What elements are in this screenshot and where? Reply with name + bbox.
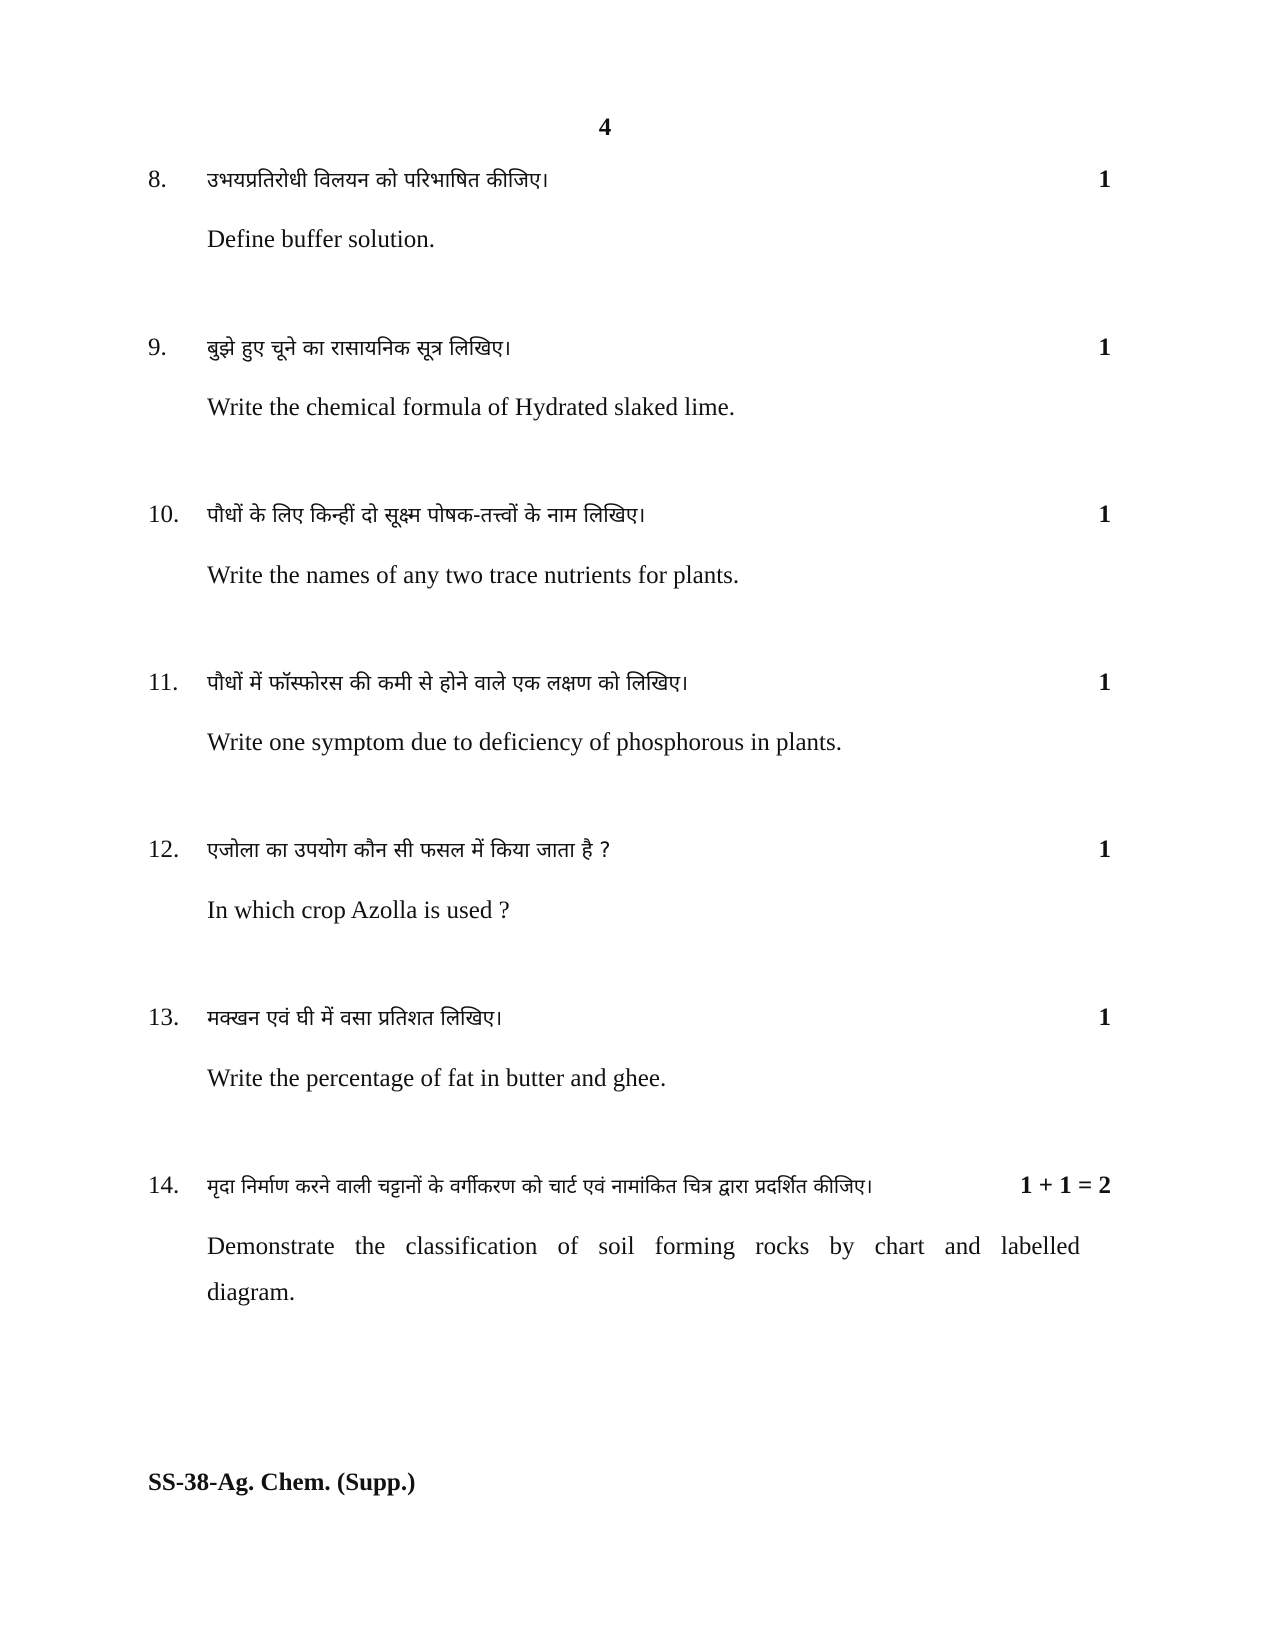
question-marks: 1 bbox=[1098, 669, 1111, 696]
question-number: 12. bbox=[148, 836, 180, 863]
question-text-english: Write the chemical formula of Hydrated slaked lime. bbox=[207, 394, 735, 421]
page-number: 4 bbox=[598, 114, 612, 141]
question-text-english: Write the percentage of fat in butter and ghee. bbox=[207, 1065, 667, 1092]
question-text-hindi: मक्खन एवं घी में वसा प्रतिशत लिखिए। bbox=[207, 1006, 503, 1030]
question-text-hindi: बुझे हुए चूने का रासायनिक सूत्र लिखिए। bbox=[207, 336, 511, 360]
question-13-hindi-line bbox=[0, 998, 1275, 1038]
question-marks: 1 bbox=[1098, 166, 1111, 193]
question-number: 10. bbox=[148, 501, 180, 528]
question-text-hindi: पौधों के लिए किन्हीं दो सूक्ष्म पोषक-तत्त्वों के नाम लिखिए। bbox=[207, 503, 646, 527]
question-text-english: Demonstrate the classification of soil forming rocks by chart and labelled diagram. bbox=[207, 1233, 1080, 1306]
question-number: 11. bbox=[148, 669, 179, 696]
question-marks: 1 bbox=[1098, 836, 1111, 863]
question-marks: 1 bbox=[1098, 334, 1111, 361]
question-text-english: In which crop Azolla is used ? bbox=[207, 897, 510, 924]
question-number: 13. bbox=[148, 1004, 180, 1031]
question-text-hindi: एजोला का उपयोग कौन सी फसल में किया जाता है ? bbox=[207, 838, 611, 862]
question-number: 8. bbox=[148, 166, 167, 193]
question-text-english: Write the names of any two trace nutrients for plants. bbox=[207, 562, 740, 589]
question-marks: 1 bbox=[1098, 1004, 1111, 1031]
question-number: 9. bbox=[148, 334, 167, 361]
question-text-hindi: उभयप्रतिरोधी विलयन को परिभाषित कीजिए। bbox=[207, 168, 549, 192]
question-9-hindi-line bbox=[0, 328, 1275, 368]
question-text-english: Define buffer solution. bbox=[207, 226, 435, 253]
question-8-hindi-line bbox=[0, 160, 1275, 200]
question-text-english: Write one symptom due to deficiency of phosphorous in plants. bbox=[207, 729, 842, 756]
question-marks: 1 bbox=[1098, 501, 1111, 528]
question-11-hindi-line bbox=[0, 663, 1275, 703]
question-10-hindi-line bbox=[0, 495, 1275, 535]
question-number: 14. bbox=[148, 1172, 180, 1199]
question-14-hindi-line bbox=[0, 1166, 1275, 1206]
footer-paper-code: SS-38-Ag. Chem. (Supp.) bbox=[148, 1469, 416, 1496]
question-marks: 1 + 1 = 2 bbox=[1020, 1172, 1111, 1199]
question-text-hindi: मृदा निर्माण करने वाली चट्टानों के वर्गीकरण को चार्ट एवं नामांकित चित्र द्वारा प्रदर्शित कीजिए। bbox=[207, 1174, 873, 1198]
question-text-hindi: पौधों में फॉस्फोरस की कमी से होने वाले एक लक्षण को लिखिए। bbox=[207, 671, 689, 695]
question-12-hindi-line bbox=[0, 830, 1275, 870]
